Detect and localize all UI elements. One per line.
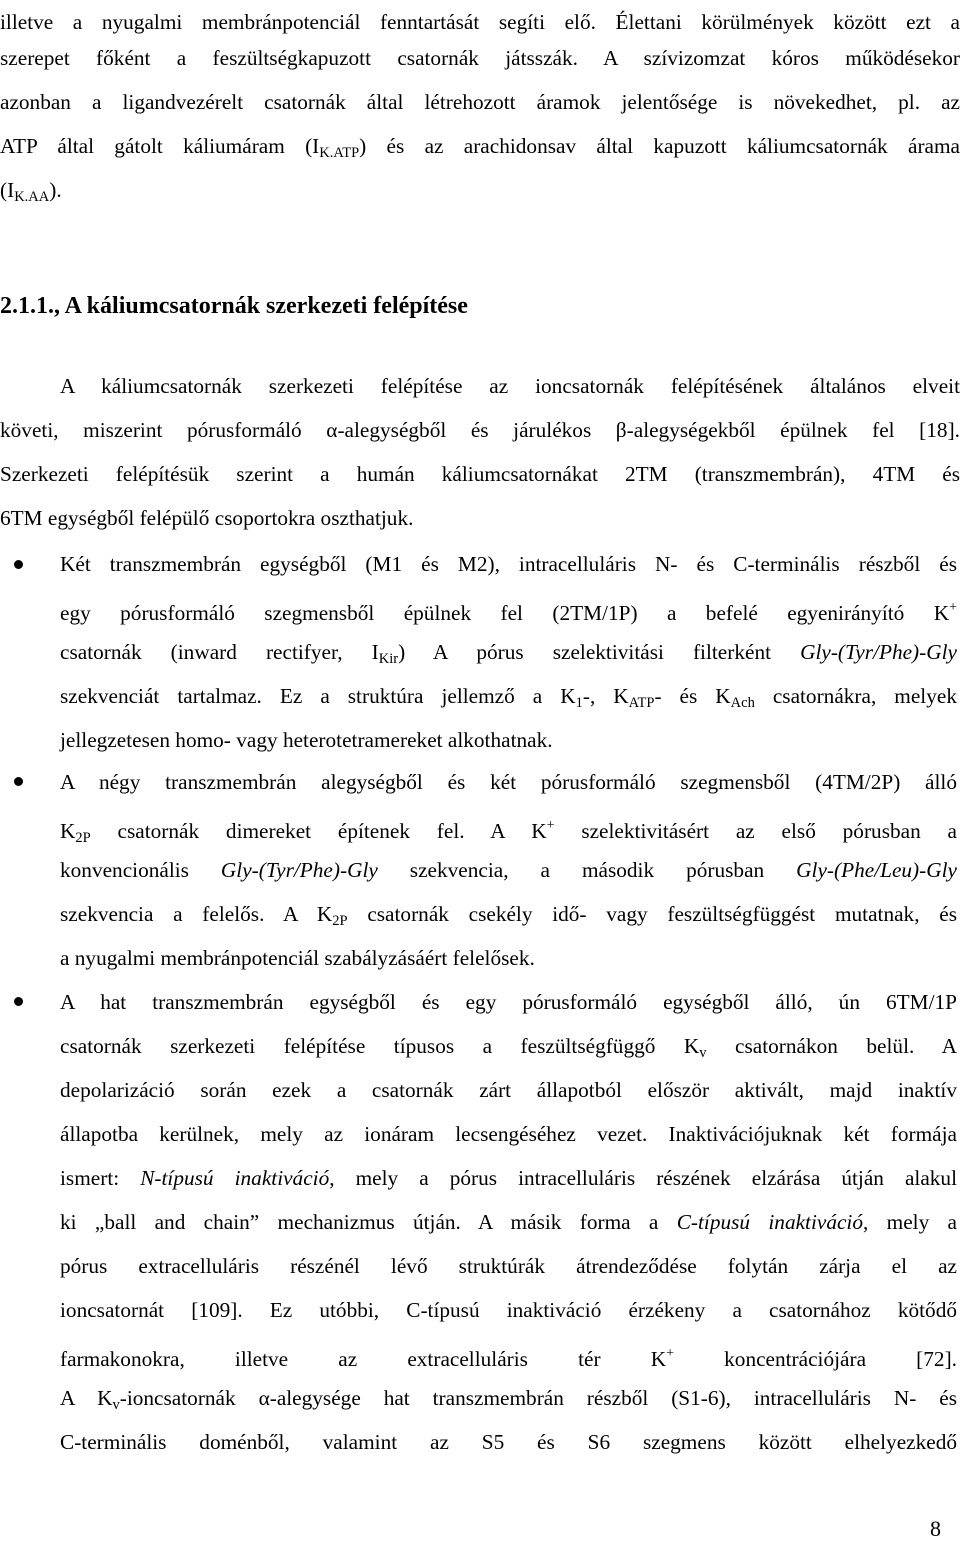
intro-line-5: $(I_{K.AA})$. bbox=[0, 178, 62, 205]
bullet2-line-3: konvencionális Gly-(Tyr/Phe)-Gly szekvencia, a második pórusban Gly-(Phe/Leu)-Gly bbox=[60, 858, 957, 882]
intro-line-3 bbox=[0, 80, 960, 124]
page-number: 8 bbox=[930, 1516, 941, 1541]
bullet3-line-11: C-terminális doménből, valamint az S5 és S6 szegmens között elhelyezkedő bbox=[60, 1430, 957, 1454]
bullet2-line-2: $K_{2P}$ csatornák dimereket építenek fel. A K+ szelektivitásért az első pórusban a bbox=[60, 818, 957, 846]
para-line-1: A káliumcsatornák szerkezeti felépítése az ioncsatornák felépítésének általános elveit bbox=[60, 374, 960, 398]
bullet3-line-3: depolarizáció során ezek a csatornák zárt állapotból először aktivált, majd inaktív bbox=[60, 1078, 957, 1102]
intro-line-2 bbox=[0, 36, 960, 80]
bullet1-line-1: Két transzmembrán egységből (M1 és M2), intracelluláris N- és C-terminális részből és bbox=[60, 552, 957, 576]
bullet3-line-1: A hat transzmembrán egységből és egy pórusformáló egységből álló, ún 6TM/1P bbox=[60, 990, 957, 1014]
text: illetve a nyugalmi membránpotenciál fenntartását segíti elő. Élettani körülmények között ezt a bbox=[0, 10, 960, 34]
bullet-dot-1 bbox=[14, 560, 23, 569]
bullet3-line-8: ioncsatornát [109]. Ez utóbbi, C-típusú inaktiváció érzékeny a csatornához kötődő bbox=[60, 1298, 957, 1322]
bullet3-line-2: csatornák szerkezeti felépítése típusos a feszültségfüggő $K_v$ csatornákon belül. A bbox=[60, 1034, 958, 1061]
bullet3-line-10: A $K_v$-ioncsatornák α-alegysége hat transzmembrán részből (S1-6), intracelluláris N- és bbox=[60, 1386, 957, 1413]
intro-line-4 bbox=[0, 124, 960, 168]
para-line-2: követi, miszerint pórusformáló α-alegységből és járulékos β-alegységekből épülnek fel [18]. bbox=[0, 418, 960, 442]
bullet2-line-1: A négy transzmembrán alegységből és két pórusformáló szegmensből (4TM/2P) álló bbox=[60, 770, 957, 794]
bullet-dot-3 bbox=[14, 997, 23, 1006]
bullet2-line-4: szekvencia a felelős. A $K_{2P}$ csatornák csekély idő- vagy feszültségfüggést mutatnak, és bbox=[60, 902, 957, 929]
bullet-dot-2 bbox=[14, 777, 23, 786]
bullet2-line-5: a nyugalmi membránpotenciál szabályzásáért felelősek. bbox=[60, 946, 535, 970]
bullet1-line-3: csatornák (inward rectifyer, $I_{Kir}$) A pórus szelektivitási filterként Gly-(Tyr/Phe)-Gly bbox=[60, 640, 957, 667]
text: azonban a ligandvezérelt csatornák által létrehozott áramok jelentősége is növekedhet, pl. az bbox=[0, 90, 960, 114]
bullet3-line-6: ki „ball and chain” mechanizmus útján. A másik forma a C-típusú inaktiváció, mely a bbox=[60, 1210, 958, 1234]
bullet3-line-7: pórus extracelluláris részénél lévő struktúrák átrendeződése folytán zárja el az bbox=[60, 1254, 957, 1278]
bullet1-line-5: jellegzetesen homo- vagy heterotetramereket alkothatnak. bbox=[60, 728, 553, 752]
bullet1-line-4: szekvenciát tartalmaz. Ez a struktúra jellemző a $K_1-$, $K_{ATP}-$ és $K_{Ach}$ csatornákra, melyek bbox=[60, 684, 957, 711]
text: szerepet főként a feszültségkapuzott csatornák játsszák. A szívizomzat kóros működésekor bbox=[0, 46, 960, 70]
section-heading: 2.1.1., A káliumcsatornák szerkezeti felépítése bbox=[0, 293, 468, 319]
para-line-3: Szerkezeti felépítésük szerint a humán káliumcsatornákat 2TM (transzmembrán), 4TM és bbox=[0, 462, 960, 486]
text: ATP által gátolt káliumáram $(I_{K.ATP})$ és az arachidonsav által kapuzott káliumcsatornák árama bbox=[0, 134, 960, 161]
para-line-4: 6TM egységből felépülő csoportokra oszthatjuk. bbox=[0, 506, 414, 530]
bullet1-line-2: egy pórusformáló szegmensből épülnek fel (2TM/1P) a befelé egyenirányító K+ bbox=[60, 600, 957, 625]
bullet3-line-9: farmakonokra, illetve az extracelluláris tér K+ koncentrációjára [72]. bbox=[60, 1346, 957, 1371]
bullet3-line-4: állapotba kerülnek, mely az ionáram lecsengéséhez vezet. Inaktivációjuknak két formája bbox=[60, 1122, 957, 1146]
bullet3-line-5: ismert: N-típusú inaktiváció, mely a pórus intracelluláris részének elzárása útján alakul bbox=[60, 1166, 957, 1190]
